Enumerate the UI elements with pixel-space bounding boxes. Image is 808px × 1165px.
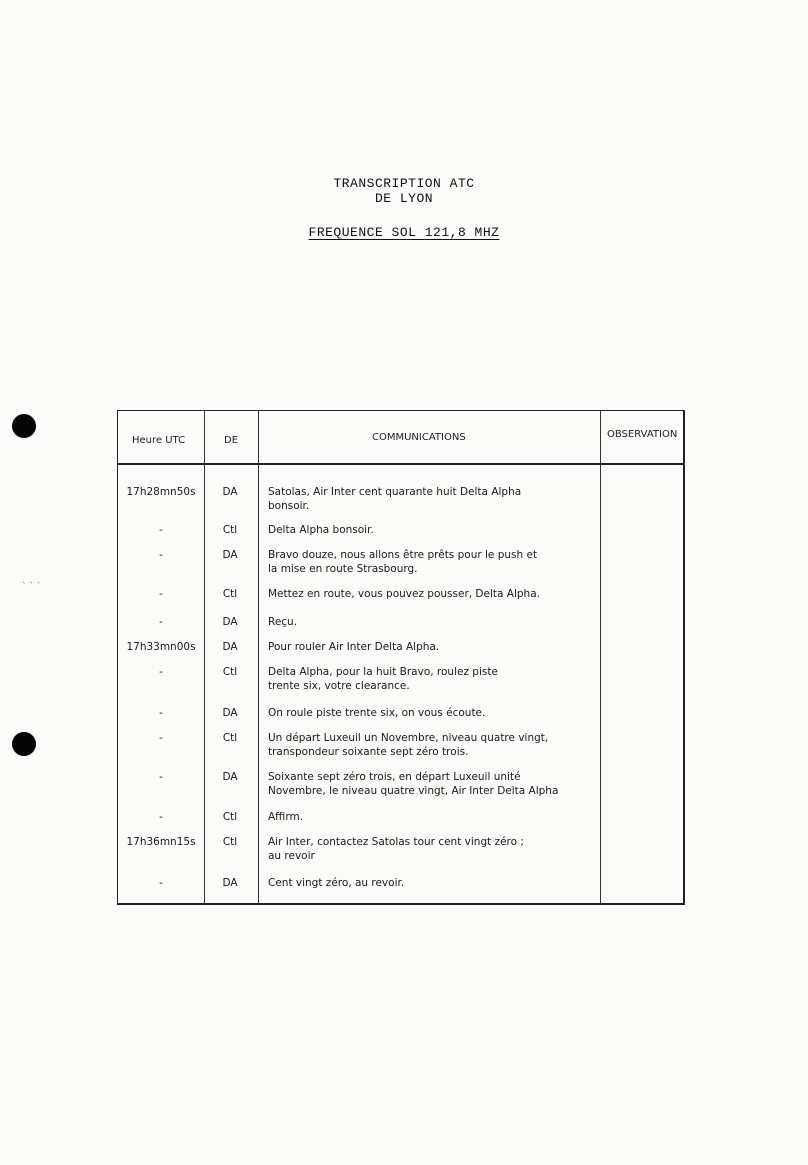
binder-hole [12, 732, 36, 756]
header-communications: COMMUNICATIONS [372, 432, 466, 443]
row-communication-line: Bravo douze, nous allons être prêts pour le push et [268, 549, 538, 561]
row-speaker: DA [222, 616, 238, 628]
header-time: Heure UTC [132, 435, 186, 446]
row-communication-line: au revoir [268, 850, 315, 862]
row-communication-line: Soixante sept zéro trois, en départ Luxeuil unité [268, 771, 521, 783]
row-communication-line: bonsoir. [268, 500, 310, 512]
header-observation: OBSERVATION [607, 429, 678, 440]
row-speaker: Ctl [222, 524, 238, 536]
row-speaker: DA [222, 707, 238, 719]
row-communication-line: Pour rouler Air Inter Delta Alpha. [268, 641, 440, 653]
row-communication-line: Affirm. [268, 811, 304, 823]
row-time: - [159, 524, 163, 536]
row-speaker: Ctl [222, 732, 238, 744]
document-title: TRANSCRIPTION ATC [333, 176, 475, 191]
column-divider [258, 411, 259, 903]
row-time: 17h33mn00s [126, 641, 196, 653]
row-speaker: DA [222, 771, 238, 783]
row-speaker: Ctl [222, 811, 238, 823]
row-time: 17h28mn50s [126, 486, 196, 498]
row-time: - [159, 811, 163, 823]
binder-hole [12, 414, 36, 438]
row-speaker: DA [222, 877, 238, 889]
row-time: - [159, 707, 163, 719]
scan-speck: ` ` ` [22, 582, 42, 592]
header-rule [118, 463, 683, 465]
row-communication-line: Un départ Luxeuil un Novembre, niveau quatre vingt, [268, 732, 549, 744]
column-divider [600, 411, 601, 903]
row-speaker: DA [222, 641, 238, 653]
row-communication-line: Air Inter, contactez Satolas tour cent vingt zéro ; [268, 836, 524, 848]
row-communication-line: On roule piste trente six, on vous écoute. [268, 707, 486, 719]
row-time: - [159, 616, 163, 628]
row-speaker: DA [222, 486, 238, 498]
frequency-heading: FREQUENCE SOL 121,8 MHZ [308, 225, 500, 240]
row-speaker: Ctl [222, 588, 238, 600]
document-subtitle: DE LYON [374, 191, 434, 206]
row-communication-line: Delta Alpha bonsoir. [268, 524, 374, 536]
row-time: - [159, 666, 163, 678]
row-time: - [159, 588, 163, 600]
row-speaker: Ctl [222, 836, 238, 848]
row-time: - [159, 549, 163, 561]
row-communication-line: Delta Alpha, pour la huit Bravo, roulez piste [268, 666, 498, 678]
row-time: - [159, 771, 163, 783]
row-communication-line: Novembre, le niveau quatre vingt, Air Inter Delta Alpha [268, 785, 559, 797]
row-time: - [159, 877, 163, 889]
row-communication-line: transpondeur soixante sept zéro trois. [268, 746, 469, 758]
row-communication-line: Satolas, Air Inter cent quarante huit Delta Alpha [268, 486, 522, 498]
transcription-table [117, 410, 685, 905]
row-communication-line: la mise en route Strasbourg. [268, 563, 418, 575]
row-communication-line: Mettez en route, vous pouvez pousser, Delta Alpha. [268, 588, 540, 600]
header-from: DE [224, 435, 239, 446]
row-time: - [159, 732, 163, 744]
row-speaker: DA [222, 549, 238, 561]
row-communication-line: trente six, votre clearance. [268, 680, 410, 692]
row-speaker: Ctl [222, 666, 238, 678]
row-communication-line: Reçu. [268, 616, 298, 628]
row-communication-line: Cent vingt zéro, au revoir. [268, 877, 405, 889]
row-time: 17h36mn15s [126, 836, 196, 848]
